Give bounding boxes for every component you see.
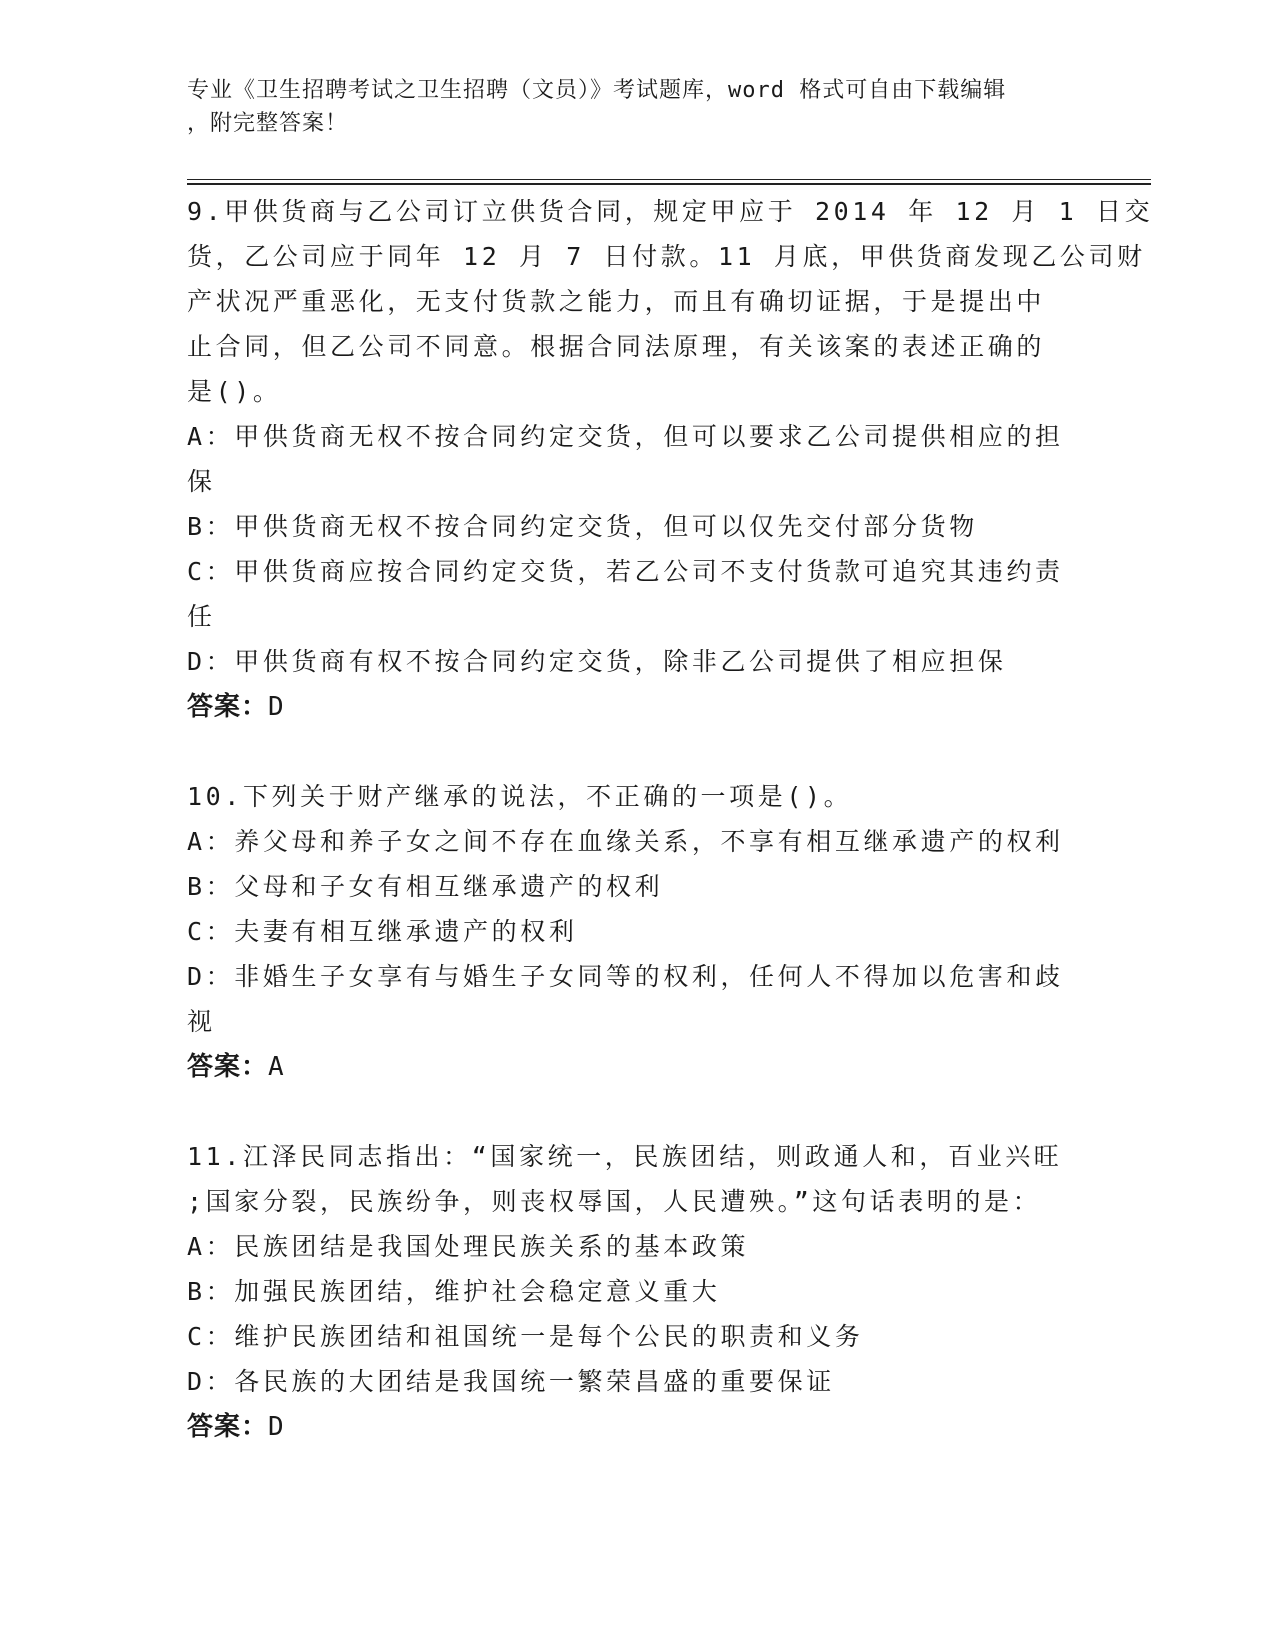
answer-line (187, 684, 1077, 730)
question-list (187, 189, 1154, 1494)
option-line: D：非婚生子女享有与婚生子女同等的权利，任何人不得加以危害和歧 (187, 962, 1064, 991)
answer-label: 答案： (187, 1052, 269, 1082)
header-line-2: ，附完整答案！ (187, 111, 349, 136)
answer-value: D (268, 692, 285, 722)
answer-line (187, 1404, 1077, 1450)
option-line: 保 (187, 467, 216, 496)
question-stem-line: 9.甲供货商与乙公司订立供货合同，规定甲应于 2014 年 12 月 1 日交 (187, 197, 1154, 226)
question-stem-line: ;国家分裂，民族纷争，则丧权辱国，人民遭殃。”这句话表明的是： (187, 1187, 1042, 1216)
option-line: C：维护民族团结和祖国统一是每个公民的职责和义务 (187, 1322, 864, 1351)
question-stem-line: 11.江泽民同志指出：“国家统一，民族团结，则政通人和，百业兴旺 (187, 1142, 1063, 1171)
question-11 (187, 1134, 1077, 1450)
document-header (187, 74, 1067, 140)
header-divider-thick (187, 183, 1151, 185)
option-line: C：甲供货商应按合同约定交货，若乙公司不支付货款可追究其违约责 (187, 557, 1064, 586)
option-line: B：父母和子女有相互继承遗产的权利 (187, 872, 664, 901)
answer-value: A (268, 1052, 285, 1082)
answer-label: 答案： (187, 692, 269, 722)
header-divider-thin (187, 179, 1151, 180)
question-9 (187, 189, 1154, 730)
option-line: A：养父母和养子女之间不存在血缘关系，不享有相互继承遗产的权利 (187, 827, 1064, 856)
question-stem-line: 是()。 (187, 377, 282, 406)
option-line: A：甲供货商无权不按合同约定交货，但可以要求乙公司提供相应的担 (187, 422, 1064, 451)
answer-label: 答案： (187, 1412, 269, 1442)
question-10 (187, 774, 1077, 1090)
option-line: D：各民族的大团结是我国统一繁荣昌盛的重要保证 (187, 1367, 835, 1396)
header-line-1: 专业《卫生招聘考试之卫生招聘（文员）》考试题库，word 格式可自由下载编辑 (187, 78, 1007, 103)
option-line: D：甲供货商有权不按合同约定交货，除非乙公司提供了相应担保 (187, 647, 1007, 676)
option-line: B：加强民族团结，维护社会稳定意义重大 (187, 1277, 721, 1306)
answer-value: D (268, 1412, 285, 1442)
option-line: B：甲供货商无权不按合同约定交货，但可以仅先交付部分货物 (187, 512, 978, 541)
answer-line (187, 1044, 1077, 1090)
option-line: 视 (187, 1007, 216, 1036)
option-line: C：夫妻有相互继承遗产的权利 (187, 917, 578, 946)
question-stem-line: 产状况严重恶化，无支付货款之能力，而且有确切证据，于是提出中 (187, 287, 1046, 316)
question-stem-line: 止合同，但乙公司不同意。根据合同法原理，有关该案的表述正确的 (187, 332, 1046, 361)
option-line: A：民族团结是我国处理民族关系的基本政策 (187, 1232, 750, 1261)
option-line: 任 (187, 602, 216, 631)
question-stem-line: 货，乙公司应于同年 12 月 7 日付款。11 月底，甲供货商发现乙公司财 (187, 242, 1146, 271)
question-stem-line: 10.下列关于财产继承的说法，不正确的一项是()。 (187, 782, 853, 811)
